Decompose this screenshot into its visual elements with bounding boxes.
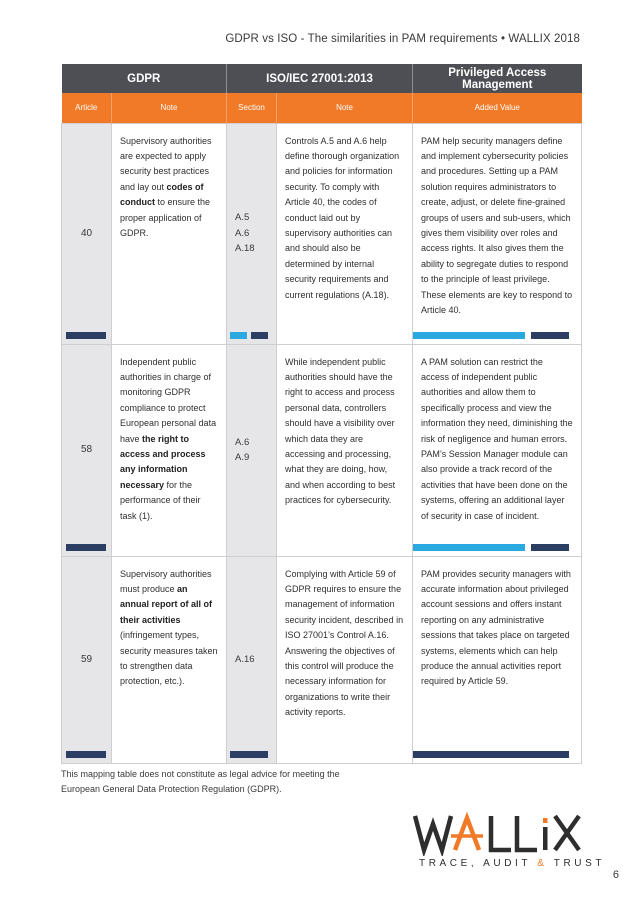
legal-disclaimer: This mapping table does not constitute as legal advice for meeting the European General Data Protection Regulation (GDPR).: [61, 769, 340, 794]
section-code: A.6: [235, 227, 250, 239]
tagline-part: TRUST: [547, 858, 606, 869]
table-row: [62, 556, 582, 763]
note-text: Supervisory authorities must produce: [120, 568, 212, 594]
sub-header-row: [62, 93, 582, 123]
group-header-row: [62, 64, 582, 93]
iso-note: While independent public authorities should have the right to access and process personal data, controllers should have a visibility over which data they are accessing and processing, what they are doing, how, and when according to best practices for cybersecurity.: [277, 344, 413, 556]
article-number: 40: [62, 123, 112, 344]
gdpr-note: [112, 556, 227, 763]
row-marker-bar: [531, 332, 569, 339]
iso-sections: [227, 123, 277, 344]
iso-note: Controls A.5 and A.6 help define thorough organization and policies for information security. To comply with Article 40, the codes of conduct laid out by supervisory authorities can and should also be determined by internal security requirements and current regulations (A.18).: [277, 123, 413, 344]
sub-header-section: Section: [227, 93, 277, 123]
section-list: [235, 652, 276, 668]
pam-added-value: [413, 123, 582, 344]
pam-added-value: [413, 556, 582, 763]
pam-mapping-table: [61, 64, 582, 764]
group-header-pam: Privileged Access Management: [413, 64, 582, 93]
section-list: [235, 435, 276, 466]
section-code: A.16: [235, 653, 255, 665]
wallix-wordmark: [413, 812, 585, 856]
sub-header-article: Article: [62, 93, 112, 123]
note-text: (infringement types, security measures taken to strengthen data protection, etc.).: [120, 630, 218, 687]
wallix-tagline: [419, 858, 606, 869]
row-marker-bar: [230, 332, 247, 339]
row-marker-bar: [413, 544, 525, 551]
note-text: to ensure the proper application of GDPR.: [120, 197, 211, 238]
section-code: A.18: [235, 243, 255, 255]
section-code: A.6: [235, 436, 250, 448]
row-marker-bar: [413, 332, 525, 339]
row-marker-bar: [413, 751, 569, 758]
group-header-gdpr: GDPR: [62, 64, 227, 93]
note-text: for the performance of their task (1).: [120, 479, 201, 521]
row-marker-bar: [531, 544, 569, 551]
section-code: A.9: [235, 452, 250, 463]
running-header: GDPR vs ISO - The similarities in PAM requirements • WALLIX 2018: [225, 33, 580, 45]
sub-header-gdpr-note: Note: [112, 93, 227, 123]
table-row: [62, 123, 582, 344]
highlighted-text: codes of conduct: [120, 181, 204, 208]
section-code: A.5: [235, 212, 250, 224]
row-marker-bar: [251, 332, 268, 339]
page-number: 6: [612, 869, 619, 881]
note-text: Independent public authorities in charge of monitoring GDPR compliance to protect European personal data have: [120, 356, 217, 444]
iso-note: Complying with Article 59 of GDPR requires to ensure the management of information security incident, described in ISO 27001’s Control A.16. Answering the objectives of this control will produce the necessary information for organizations to write their activity reports.: [277, 556, 413, 763]
group-header-iso: ISO/IEC 27001:2013: [227, 64, 413, 93]
tagline-part: TRACE, AUDIT: [419, 858, 538, 869]
tagline-ampersand: &: [537, 858, 548, 869]
note-text: Supervisory authorities are expected to apply security best practices and lay out: [120, 135, 212, 192]
section-list: [235, 210, 276, 257]
pam-added-value-text: PAM help security managers define and implement cybersecurity policies and procedures. Setting up a PAM solution requires administrators to create, adjust, or delete fine-grained groups of users and sub-users, which gives them visibility over roles and access rights. It also gives them the ability to segregate duties to respond to the principle of least privilege. These elements are key to respond to Article 40.: [421, 135, 573, 315]
gdpr-note: [112, 344, 227, 556]
highlighted-text: the right to access and process any information necessary: [120, 433, 206, 490]
article-number: 59: [62, 556, 112, 763]
sub-header-iso-note: Note: [277, 93, 413, 123]
pam-added-value-text: A PAM solution can restrict the access of independent public authorities and allow them to specifically process and view the information they need, diminishing the risk of negligence and human errors. PAM’s Session Manager module can also provide a track record of the activities that have been done on the systems, offering an additional layer of security in case of incident.: [421, 356, 573, 521]
gdpr-note: [112, 123, 227, 344]
article-number: 58: [62, 344, 112, 556]
row-marker-bar: [66, 544, 106, 551]
wallix-logo: [413, 812, 606, 872]
row-marker-bar: [66, 751, 106, 758]
sub-header-added-value: Added Value: [413, 93, 582, 123]
iso-sections: [227, 344, 277, 556]
row-marker-bar: [230, 751, 268, 758]
table-row: [62, 344, 582, 556]
pam-added-value: [413, 344, 582, 556]
pam-added-value-text: PAM provides security managers with accurate information about privileged account sessions and offers instant reporting on any administrative sessions that takes place on targeted systems, elements which can help produce the annual activities report required by Article 59.: [421, 568, 571, 687]
row-marker-bar: [66, 332, 106, 339]
highlighted-text: an annual report of all of their activities: [120, 583, 213, 625]
iso-sections: [227, 556, 277, 763]
